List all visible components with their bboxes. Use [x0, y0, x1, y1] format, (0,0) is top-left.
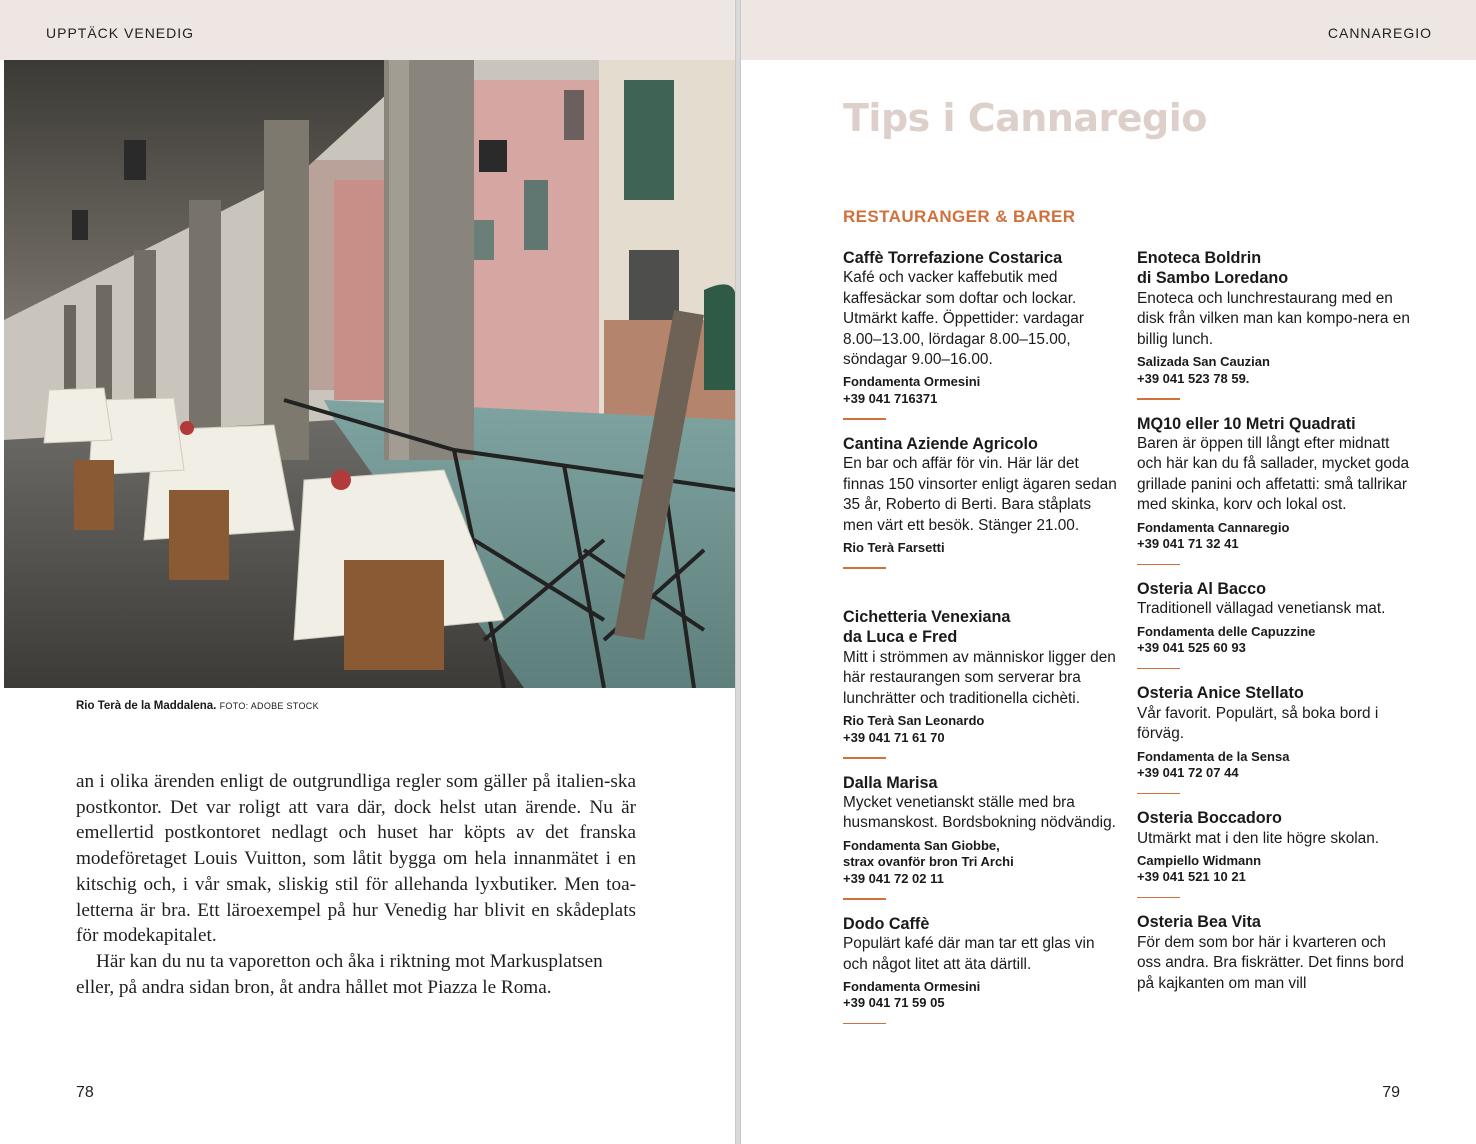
listing-phone: +39 041 71 32 41 — [1137, 536, 1239, 552]
entry-divider — [843, 567, 886, 569]
listing-name: Caffè Torrefazione Costarica — [843, 249, 1063, 267]
entry-divider — [1137, 564, 1180, 566]
page-title: Tips i Cannaregio — [843, 96, 1207, 140]
entry-divider — [1137, 793, 1180, 795]
body-text — [76, 769, 636, 1000]
listing-column-1 — [843, 248, 1118, 1038]
listing-address: Campiello Widmann — [1137, 852, 1262, 868]
listing-phone: +39 041 71 61 70 — [843, 729, 945, 745]
listing-entry — [843, 248, 1118, 420]
entry-divider — [843, 757, 886, 759]
listing-description: Populärt kafé där man tar ett glas vin och något litet att äta därtill. — [843, 935, 1095, 973]
listing-address: Fondamenta Ormesini — [843, 978, 981, 994]
listing-name: Dalla Marisa — [843, 773, 938, 792]
listing-name: di Sambo Loredano — [1137, 269, 1289, 288]
listing-name: MQ10 eller 10 Metri Quadrati — [1137, 414, 1356, 433]
listing-address: Fondamenta Cannaregio — [1137, 519, 1290, 535]
canal-arcade-photo — [4, 60, 736, 688]
listing-name: Cantina Aziende Agricolo — [843, 434, 1038, 453]
listing-entry — [843, 773, 1118, 900]
listing-entry — [843, 434, 1118, 569]
listing-name: Osteria Bea Vita — [1137, 913, 1261, 932]
caption-credit: FOTO: ADOBE STOCK — [219, 701, 319, 711]
left-page-header — [0, 0, 735, 60]
entry-divider — [1137, 398, 1180, 400]
listing-description: Mycket venetianskt ställe med bra husmanskost. Bordsbokning nödvändig. — [843, 793, 1116, 832]
listing-description: Vår favorit. Populärt, så boka bord i förväg. — [1137, 704, 1379, 743]
listing-name: Osteria Anice Stellato — [1137, 684, 1304, 703]
left-page — [0, 0, 736, 1144]
listing-address: Fondamenta de la Sensa — [1137, 748, 1290, 764]
listing-phone: +39 041 72 07 44 — [1137, 765, 1239, 781]
listing-name: Cichetteria Venexiana — [843, 607, 1011, 626]
body-paragraph-1: an i olika ärenden enligt de outgrundliga regler som gäller på italien-ska postkontor. Det var roligt att vara där, dock helst utan ärende. Nu är emellertid postkontoret nedlagt och huset har köpts av det franska modeföretaget Louis Vuitton, som låtit bygga om hela innanmätet i en kitschig och, i vår smak, sliskig stil för allehanda lyxbutiker. Men toa-letterna är bra. Ett läroexempel på hur Venedig har blivit en skådeplats för modekapitalet. — [76, 771, 636, 947]
listing-entry — [1137, 808, 1412, 898]
listing-entry — [843, 607, 1118, 759]
listing-entry — [1137, 414, 1412, 566]
right-page-header — [741, 0, 1476, 60]
listing-description: En bar och affär för vin. Här lär det finnas 150 vinsorter enligt ägaren sedan 35 år, Roberto di Berti. Bara ståplats men värt ett besök. Stänger 21.00. — [843, 455, 1117, 534]
listing-name: Enoteca Boldrin — [1137, 249, 1262, 267]
right-page — [740, 0, 1476, 1144]
listing-phone: +39 041 525 60 93 — [1137, 640, 1246, 656]
listing-address: Salizada San Cauzian — [1137, 354, 1270, 370]
running-header-left: UPPTÄCK VENEDIG — [46, 25, 195, 41]
section-title: RESTAURANGER & BARER — [843, 207, 1076, 226]
caption-title: Rio Terà de la Maddalena. — [76, 700, 217, 712]
listing-description: Utmärkt mat i den lite högre skolan. — [1137, 829, 1380, 847]
entry-divider — [843, 1023, 886, 1025]
listing-entry — [1137, 683, 1412, 794]
listing-phone: +39 041 523 78 59. — [1137, 370, 1250, 386]
running-header-right: CANNAREGIO — [1327, 25, 1432, 41]
listing-description: För dem som bor här i kvarteren och oss andra. Bra fiskrätter. Det finns bord på kajkanten om man vill — [1137, 933, 1404, 992]
listing-entry — [1137, 248, 1412, 400]
listing-address: Rio Terà San Leonardo — [843, 713, 985, 728]
entry-divider — [1137, 897, 1180, 899]
page-number-left: 78 — [76, 1084, 94, 1101]
listing-address: Fondamenta delle Capuzzine — [1137, 623, 1316, 639]
listing-description: Traditionell vällagad venetiansk mat. — [1137, 600, 1386, 618]
listing-address: Rio Terà Farsetti — [843, 539, 945, 555]
listing-phone: +39 041 72 02 11 — [843, 870, 944, 886]
listing-entry — [1137, 579, 1412, 669]
entry-divider — [843, 418, 886, 420]
photo-illustration — [4, 60, 736, 688]
listing-entry — [1137, 912, 1412, 994]
listing-description: Kafé och vacker kaffebutik med kaffesäckar som doftar och lockar. Utmärkt kaffe. Öppettider: vardagar 8.00–13.00, lördagar 8.00–15.00, söndagar 9.00–16.00. — [843, 269, 1084, 369]
page-number-right: 79 — [1382, 1084, 1400, 1101]
listing-name: Osteria Al Bacco — [1137, 580, 1266, 599]
listing-address: strax ovanför bron Tri Archi — [843, 854, 1014, 870]
listing-phone: +39 041 71 59 05 — [843, 995, 945, 1011]
listing-name: da Luca e Fred — [843, 628, 958, 647]
listing-phone: +39 041 716371 — [843, 390, 938, 406]
listing-phone: +39 041 521 10 21 — [1137, 869, 1246, 885]
listing-address: Fondamenta San Giobbe, — [843, 837, 1000, 853]
listing-description: Mitt i strömmen av människor ligger den här restaurangen som serverar bra lunchrätter och traditionella cichèti. — [843, 648, 1116, 707]
entry-divider — [1137, 668, 1180, 670]
entry-divider — [843, 898, 886, 900]
body-paragraph-2: Här kan du nu ta vaporetton och åka i riktning mot Markusplatsen eller, på andra sidan bron, åt andra hållet mot Piazza le Roma. — [76, 950, 603, 998]
listing-description: Enoteca och lunchrestaurang med en disk från vilken man kan kompo-nera en billig lunch. — [1137, 289, 1410, 348]
listing-name: Osteria Boccadoro — [1137, 809, 1282, 828]
listing-address: Fondamenta Ormesini — [843, 374, 981, 390]
listing-column-2 — [1137, 248, 1412, 994]
listing-name: Dodo Caffè — [843, 914, 930, 933]
listing-entry — [843, 914, 1118, 1025]
listing-description: Baren är öppen till långt efter midnatt och här kan du få sallader, mycket goda grillade panini och affetatti: små tallrikar med skinka, korv och lokal ost. — [1137, 434, 1410, 514]
photo-caption — [76, 700, 319, 712]
